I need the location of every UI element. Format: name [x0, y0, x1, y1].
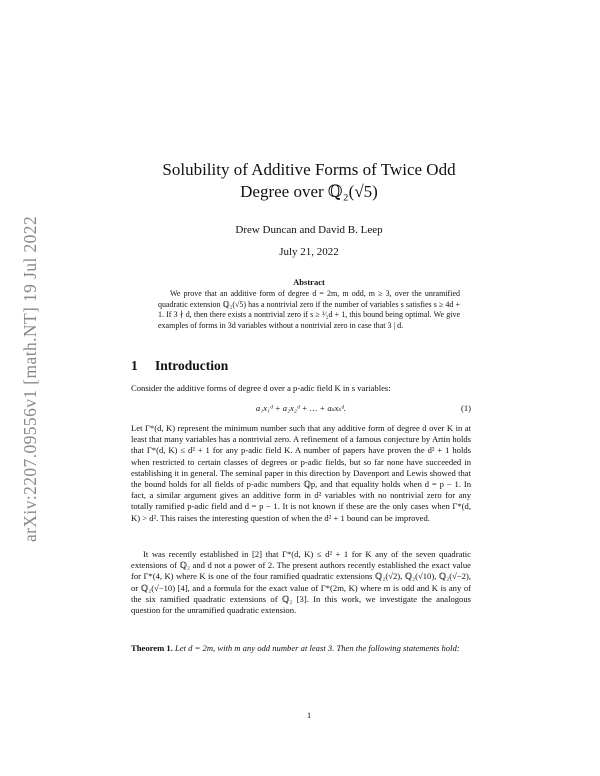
abstract-text: We prove that an additive form of degree d = 2m, m odd, m ≥ 3, over the unramified quadratic extension ℚ₂(√5) has a nontrivial zero if the number of variables s satisfies s ≥ 4d + 1. If 3 ∤ d, then there exists a nontrivial zero if s ≥ ³⁄₂d + 1, this bound being optimal. We give examples of forms in 3d variables without a nontrivial zero in case that 3 | d.	[158, 289, 460, 331]
section-heading	[131, 358, 228, 374]
theorem-body: Let d = 2m, with m any odd number at least 3. Then the following statements hold:	[175, 643, 460, 653]
paper-title-line-2: Degree over ℚ₂(√5)	[240, 182, 378, 201]
section-title: Introduction	[155, 358, 229, 373]
intro-paragraph-1: Consider the additive forms of degree d over a p-adic field K in s variables:	[131, 383, 391, 393]
paper-title-line-1: Solubility of Additive Forms of Twice Odd	[162, 160, 456, 179]
equation-expression: a₁x₁ᵈ + a₂x₂ᵈ + … + aₛxₛᵈ.	[255, 403, 347, 413]
equation-label: (1)	[460, 403, 471, 413]
intro-paragraph-3: It was recently established in [2] that Γ*(d, K) ≤ d² + 1 for K any of the seven quadratic extensions of ℚ₂ and d not a power of 2. The present authors recently established the exact value for Γ*(4, K) where K is one of the four ramified quadratic extensions ℚ₂(√2), ℚ₂(√10), ℚ₂(√−2), or ℚ₂(√−10) [4], and a formula for the exact value of Γ*(2m, K) where m is odd and K is any of the six ramified quadratic extensions of ℚ₂ [3]. In this work, we investigate the analogous question for the unramified quadratic extension.	[131, 549, 471, 616]
theorem-1	[131, 643, 471, 654]
equation-1	[131, 403, 471, 414]
date: July 21, 2022	[279, 246, 339, 258]
arxiv-identifier: arXiv:2207.09556v1 [math.NT] 19 Jul 2022	[20, 215, 40, 542]
authors: Drew Duncan and David B. Leep	[235, 224, 383, 236]
section-number: 1	[131, 358, 138, 373]
abstract-heading: Abstract	[293, 277, 325, 287]
intro-paragraph-2: Let Γ*(d, K) represent the minimum number such that any additive form of degree d over K in at least that many variables has a nontrivial zero. A refinement of a famous conjecture by Artin holds that Γ*(d, K) ≤ d² + 1 for any p-adic field K. A number of papers have proven the d² + 1 holds when restricted to certain classes of degrees or p-adic fields, but so far none have succeeded in establishing it in general. The seminal paper in this direction by Davenport and Lewis showed that the bound holds for all fields of p-adic numbers ℚp, and that equality holds when d = p − 1. In fact, a similar argument gives an additive form in d² variables with no nontrivial zero for any totally ramified p-adic field and d = p − 1. It is not known if these are the only cases when Γ*(d, K) > d². This raises the interesting question of when the d² + 1 bound can be improved.	[131, 423, 471, 523]
page-number: 1	[306, 710, 312, 720]
theorem-label: Theorem 1.	[131, 643, 173, 653]
